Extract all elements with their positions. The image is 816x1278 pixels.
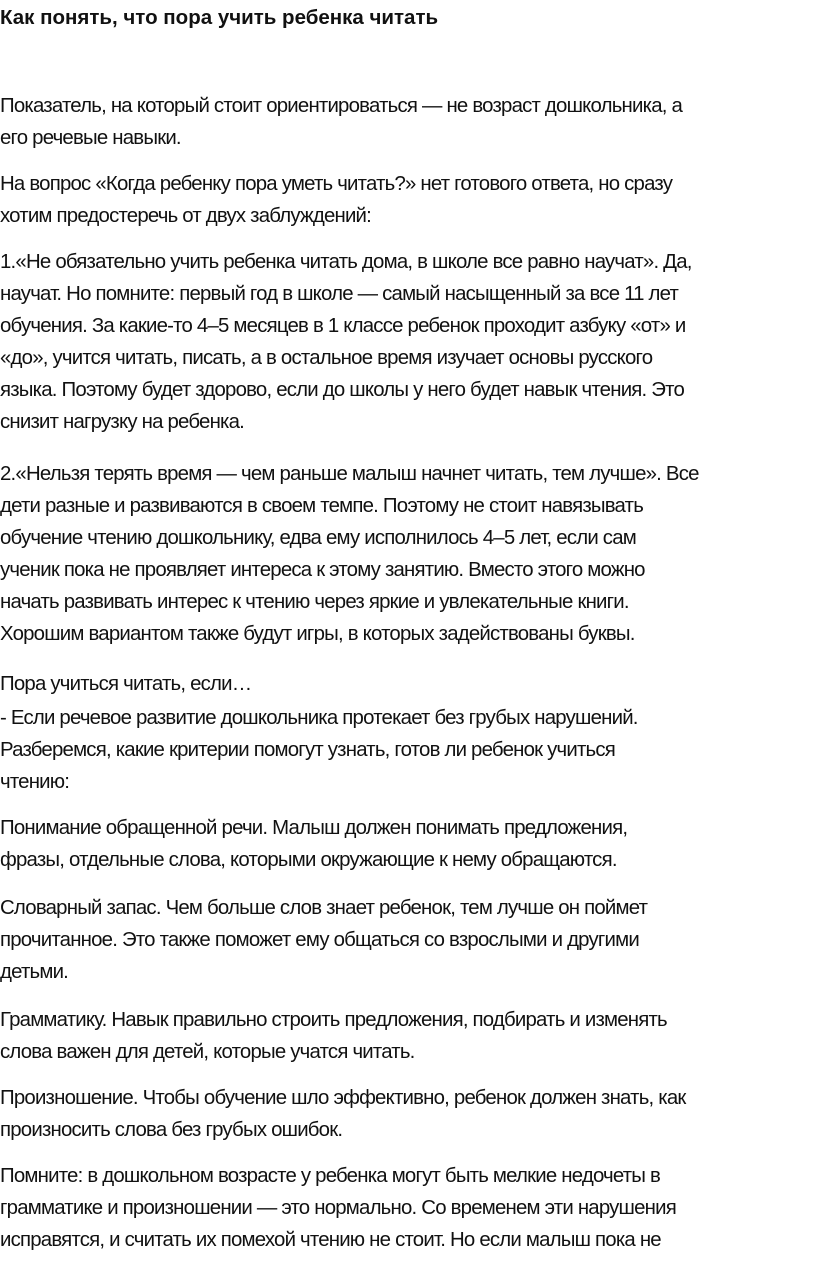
criterion-pronunciation-paragraph <box>0 1082 816 1146</box>
reminder-paragraph <box>0 1160 816 1256</box>
paragraph-line: 2.«Нельзя терять время — чем раньше малыш начнет читать, тем лучше». Все <box>0 462 699 485</box>
paragraph-line: слова важен для детей, которые учатся читать. <box>0 1040 415 1063</box>
paragraph-line: его речевые навыки. <box>0 126 181 149</box>
paragraph-line: Словарный запас. Чем больше слов знает ребенок, тем лучше он поймет <box>0 896 648 919</box>
paragraph-line: Показатель, на который стоит ориентироваться — не возраст дошкольника, а <box>0 94 683 117</box>
paragraph-line: обучение чтению дошкольнику, едва ему исполнилось 4–5 лет, если сам <box>0 526 636 549</box>
paragraph-line: языка. Поэтому будет здорово, если до школы у него будет навык чтения. Это <box>0 378 685 401</box>
paragraph-line: научат. Но помните: первый год в школе — самый насыщенный за все 11 лет <box>0 282 679 305</box>
paragraph-line: Грамматику. Навык правильно строить предложения, подбирать и изменять <box>0 1008 667 1031</box>
paragraph-line: - Если речевое развитие дошкольника протекает без грубых нарушений. <box>0 706 638 729</box>
paragraph-line: Помните: в дошкольном возрасте у ребенка могут быть мелкие недочеты в <box>0 1164 661 1187</box>
paragraph-line: Хорошим вариантом также будут игры, в которых задействованы буквы. <box>0 622 635 645</box>
paragraph-line: 1.«Не обязательно учить ребенка читать дома, в школе все равно научат». Да, <box>0 250 692 273</box>
paragraph-line: На вопрос «Когда ребенку пора уметь читать?» нет готового ответа, но сразу <box>0 172 673 195</box>
paragraph-line: произносить слова без грубых ошибок. <box>0 1118 343 1141</box>
criterion-understanding-paragraph <box>0 812 816 876</box>
criterion-vocabulary-paragraph <box>0 892 816 988</box>
speech-criteria-paragraph <box>0 702 816 798</box>
paragraph-line: Понимание обращенной речи. Малыш должен понимать предложения, <box>0 816 628 839</box>
paragraph-line: ученик пока не проявляет интереса к этому занятию. Вместо этого можно <box>0 558 645 581</box>
paragraph-line: Пора учиться читать, если… <box>0 672 252 695</box>
paragraph-line: Произношение. Чтобы обучение шло эффективно, ребенок должен знать, как <box>0 1086 686 1109</box>
paragraph-line: детьми. <box>0 960 69 983</box>
paragraph-line: Разберемся, какие критерии помогут узнать, готов ли ребенок учиться <box>0 738 616 761</box>
paragraph-line: начать развивать интерес к чтению через яркие и увлекательные книги. <box>0 590 629 613</box>
paragraph-line: хотим предостеречь от двух заблуждений: <box>0 204 372 227</box>
paragraph-line: прочитанное. Это также поможет ему общаться со взрослыми и другими <box>0 928 639 951</box>
document-title: Как понять, что пора учить ребенка читать <box>0 6 439 29</box>
intro-paragraph <box>0 90 816 154</box>
readiness-heading-paragraph <box>0 668 816 700</box>
paragraph-line: снизит нагрузку на ребенка. <box>0 410 245 433</box>
paragraph-line: чтению: <box>0 770 70 793</box>
paragraph-line: обучения. За какие-то 4–5 месяцев в 1 классе ребенок проходит азбуку «от» и <box>0 314 686 337</box>
paragraph-line: дети разные и развиваются в своем темпе. Поэтому не стоит навязывать <box>0 494 644 517</box>
paragraph-line: исправятся, и считать их помехой чтению не стоит. Но если малыш пока не <box>0 1228 661 1251</box>
paragraph-line: фразы, отдельные слова, которыми окружающие к нему обращаются. <box>0 848 617 871</box>
criterion-grammar-paragraph <box>0 1004 816 1068</box>
paragraph-line: «до», учится читать, писать, а в остальное время изучает основы русского <box>0 346 653 369</box>
question-paragraph <box>0 168 816 232</box>
paragraph-line: грамматике и произношении — это нормально. Со временем эти нарушения <box>0 1196 676 1219</box>
misconception-1-paragraph <box>0 246 816 438</box>
misconception-2-paragraph <box>0 458 816 650</box>
